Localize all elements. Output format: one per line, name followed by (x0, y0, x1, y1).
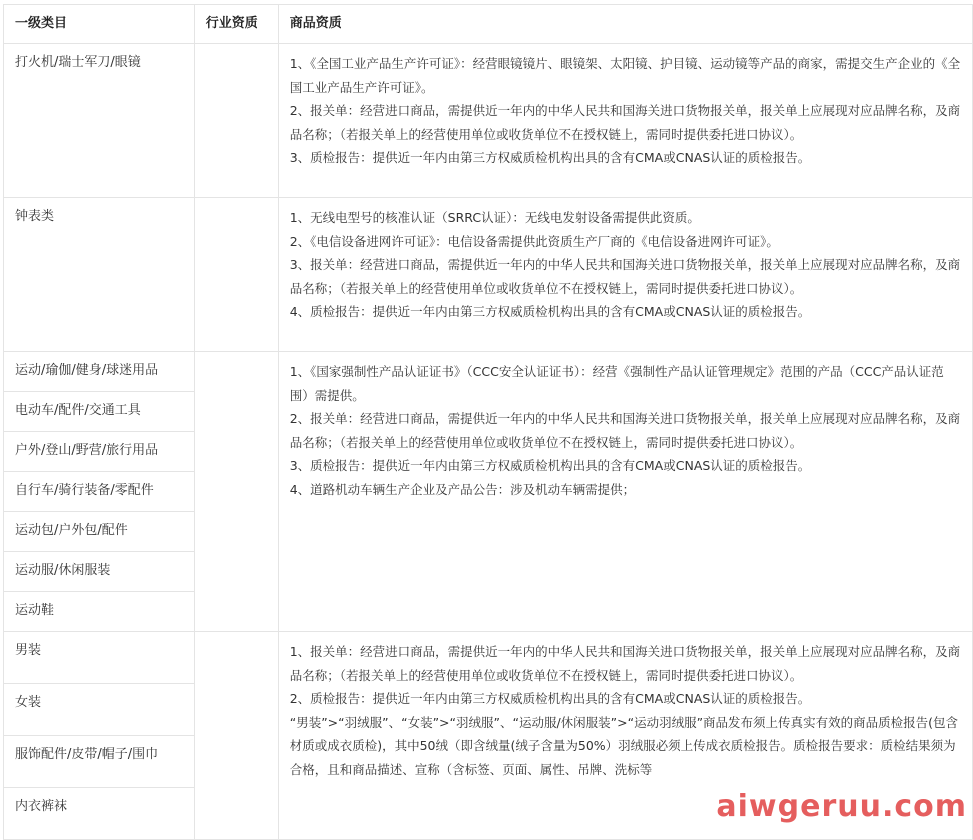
table-row (4, 352, 973, 392)
qualification-line: 2、质检报告：提供近一年内由第三方权威质检机构出具的含有CMA或CNAS认证的质检报告。 (290, 687, 962, 711)
category-cell: 自行车/骑行装备/零配件 (4, 472, 195, 512)
qualification-line: 3、质检报告：提供近一年内由第三方权威质检机构出具的含有CMA或CNAS认证的质检报告。 (290, 454, 962, 478)
industry-cell (194, 44, 278, 198)
header-industry-qualification: 行业资质 (194, 5, 278, 44)
table-header-row (4, 5, 973, 44)
industry-cell (194, 632, 278, 840)
qualification-line: “男装”>“羽绒服”、“女装”>“羽绒服”、“运动服/休闲服装”>“运动羽绒服”商品发布须上传真实有效的商品质检报告(包含材质或成衣质检)，其中50绒（即含绒量(绒子含量为50%）羽绒服必须上传成衣质检报告。质检报告要求：质检结果须为合格，且和商品描述、宣称（含标签、页面、属性、吊牌、洗标等 (290, 711, 962, 782)
qualification-cell (278, 44, 972, 198)
qualification-line: 4、质检报告：提供近一年内由第三方权威质检机构出具的含有CMA或CNAS认证的质检报告。 (290, 300, 962, 324)
category-cell: 打火机/瑞士军刀/眼镜 (4, 44, 195, 198)
qualification-line: 1、《全国工业产品生产许可证》：经营眼镜镜片、眼镜架、太阳镜、护目镜、运动镜等产品的商家，需提交生产企业的《全国工业产品生产许可证》。 (290, 52, 962, 99)
category-cell: 运动包/户外包/配件 (4, 512, 195, 552)
category-cell: 内衣裤袜 (4, 788, 195, 840)
qualification-table (3, 4, 973, 840)
qualification-line: 1、《国家强制性产品认证证书》（CCC安全认证证书）：经营《强制性产品认证管理规定》范围的产品（CCC产品认证范围）需提供。 (290, 360, 962, 407)
category-cell: 电动车/配件/交通工具 (4, 392, 195, 432)
qualification-cell (278, 352, 972, 632)
qualification-line: 3、报关单：经营进口商品，需提供近一年内的中华人民共和国海关进口货物报关单，报关单上应展现对应品牌名称，及商品名称；（若报关单上的经营使用单位或收货单位不在授权链上，需同时提供委托进口协议）。 (290, 253, 962, 300)
qualification-line: 2、报关单：经营进口商品，需提供近一年内的中华人民共和国海关进口货物报关单，报关单上应展现对应品牌名称，及商品名称；（若报关单上的经营使用单位或收货单位不在授权链上，需同时提供委托进口协议）。 (290, 407, 962, 454)
category-cell: 运动服/休闲服装 (4, 552, 195, 592)
table-row (4, 44, 973, 198)
industry-cell (194, 352, 278, 632)
qualification-line: 2、报关单：经营进口商品，需提供近一年内的中华人民共和国海关进口货物报关单，报关单上应展现对应品牌名称，及商品名称；（若报关单上的经营使用单位或收货单位不在授权链上，需同时提供委托进口协议）。 (290, 99, 962, 146)
qualification-cell (278, 198, 972, 352)
table-row (4, 632, 973, 684)
qualification-line: 1、报关单：经营进口商品，需提供近一年内的中华人民共和国海关进口货物报关单，报关单上应展现对应品牌名称，及商品名称；（若报关单上的经营使用单位或收货单位不在授权链上，需同时提供委托进口协议）。 (290, 640, 962, 687)
category-cell: 运动/瑜伽/健身/球迷用品 (4, 352, 195, 392)
category-cell: 男装 (4, 632, 195, 684)
header-category: 一级类目 (4, 5, 195, 44)
qualification-line: 2、《电信设备进网许可证》：电信设备需提供此资质生产厂商的《电信设备进网许可证》。 (290, 230, 962, 254)
qualification-line: 1、无线电型号的核准认证（SRRC认证）：无线电发射设备需提供此资质。 (290, 206, 962, 230)
qualification-line: 3、质检报告：提供近一年内由第三方权威质检机构出具的含有CMA或CNAS认证的质检报告。 (290, 146, 962, 170)
category-cell: 服饰配件/皮带/帽子/围巾 (4, 736, 195, 788)
category-cell: 运动鞋 (4, 592, 195, 632)
header-product-qualification: 商品资质 (278, 5, 972, 44)
category-cell: 钟表类 (4, 198, 195, 352)
watermark: aiwgeruu.com (716, 789, 967, 824)
category-cell: 女装 (4, 684, 195, 736)
qualification-line: 4、道路机动车辆生产企业及产品公告：涉及机动车辆需提供； (290, 478, 962, 502)
category-cell: 户外/登山/野营/旅行用品 (4, 432, 195, 472)
table-row (4, 198, 973, 352)
industry-cell (194, 198, 278, 352)
